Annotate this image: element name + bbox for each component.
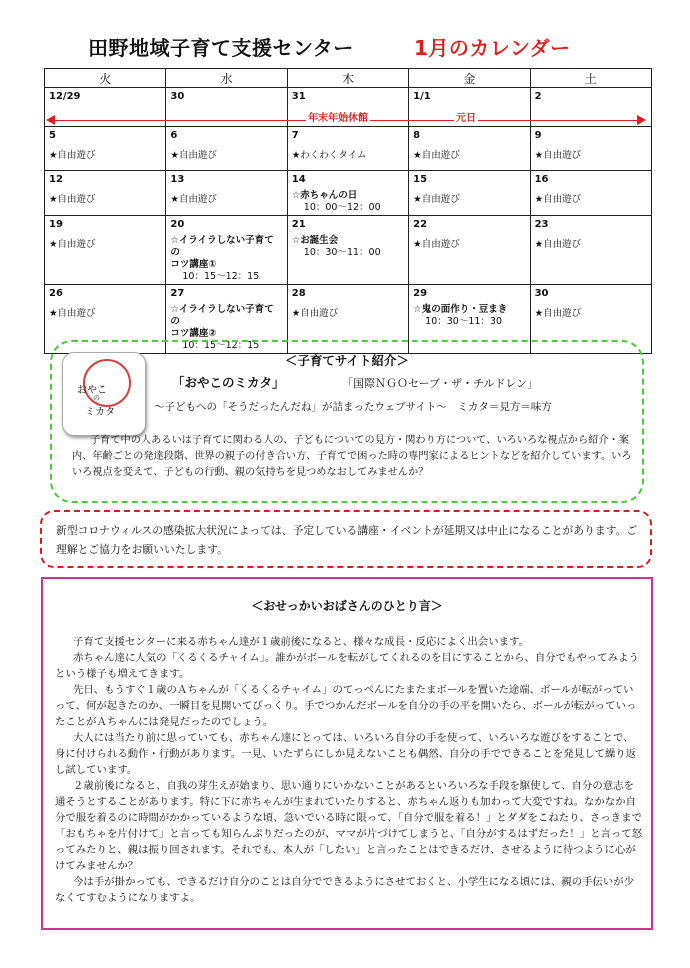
day-number: 1/1	[413, 91, 431, 102]
day-number: 5	[49, 130, 56, 141]
column-paragraph: ２歳前後になると、自我の芽生えが始まり、思い通りにいかないことがあるといろいろな手段を駆使して、自分の意志を通そうとすることがあります。特に下に赤ちゃんが生まれていたりすると、赤ちゃん返りも加わって大変ですね。なかなか自分で服を着るのに時間がかかっているような頃、急いでいる時に限って、「自分で服を着る！」とダダをこねたり、さっきまで「おもちゃを片付けて」と言っても知らんぷりだったのが、ママが片づけてしまうと、「自分がするはずだった！」と言って怒ってみたりと、親は振り回されます。それでも、本人が「したい」と言ったことはできるだけ、させるように待つように心がけてみませんか？	[55, 780, 643, 872]
calendar-cell	[287, 216, 408, 285]
column-box	[41, 577, 653, 930]
event-label: ☆赤ちゃんの日	[291, 190, 358, 201]
page-header	[88, 32, 648, 66]
calendar-week-row	[45, 127, 652, 171]
day-number: 30	[534, 288, 549, 299]
calendar-cell	[45, 127, 166, 171]
calendar-cell	[166, 216, 287, 285]
weekday-header: 火	[45, 69, 166, 88]
event-time: 10：30～11：30	[425, 316, 503, 327]
calendar-cell	[45, 171, 166, 216]
site-organization: 「国際ＮＧＯセーブ・ザ・チルドレン」	[342, 377, 539, 390]
column-paragraph: 今は手が掛かっても、できるだけ自分のことは自分でできるようにさせておくと、小学生になる頃には、親の手伝いが少なくてすむようになりますよ。	[55, 876, 635, 904]
event-label: ★自由遊び	[291, 308, 339, 319]
calendar-cell	[409, 216, 530, 285]
event-label: ☆お誕生会	[291, 235, 339, 246]
covid-notice-box	[40, 510, 652, 568]
column-paragraph: 先日、もうすぐ１歳のＡちゃんが「くるくるチャイム」のてっぺんにたまたまボールを置いた途端、ボールが転がっていって、何が起きたのか、一瞬目を見開いてびっくり。手でつかんだボールを自分の手の平を開いたら、ボールが転がっていったことがＡちゃんには発見だったのでしょう。	[55, 684, 637, 728]
closure-label: 年末年始休館	[306, 109, 370, 124]
day-number: 26	[49, 288, 63, 299]
day-number: 7	[291, 130, 299, 141]
calendar-cell	[530, 216, 651, 285]
day-number: 28	[291, 288, 306, 299]
arrow-right-icon	[637, 115, 646, 125]
event-time: 10：15～12：15	[182, 340, 260, 351]
event-label: ★自由遊び	[534, 194, 582, 205]
day-number: 2	[534, 91, 542, 102]
site-intro-box	[50, 340, 644, 503]
calendar-cell	[530, 127, 651, 171]
site-tagline: ～子どもへの「そうだったんだね」が詰まったウェブサイト～ ミカタ＝見方＝味方	[154, 401, 552, 413]
event-label: ★自由遊び	[49, 308, 96, 319]
day-number: 6	[170, 130, 178, 141]
calendar-cell	[166, 127, 287, 171]
event-label: ★自由遊び	[413, 239, 460, 250]
weekday-header-row	[45, 69, 652, 88]
event-label: ★自由遊び	[413, 150, 460, 161]
site-description: 子育て中の人あるいは子育てに関わる人の、子どもについての見方・関わり方について、いろいろな視点から紹介・案内、年齢ごとの発達段階、世界の親子の付き合い方、子育てで困った時の専門家によるヒントなどを紹介しています。いろいろ視点を変えて、子どもの行動、親の気持ちを見つめなおしてみませんか？	[72, 435, 632, 478]
event-label: ★自由遊び	[49, 194, 96, 205]
day-number: 20	[170, 219, 185, 230]
event-label: ★自由遊び	[534, 308, 582, 319]
event-time: 10：00～12：00	[303, 202, 381, 213]
event-label: ★自由遊び	[170, 194, 217, 205]
day-number: 14	[291, 174, 306, 185]
event-time: 10：15～12：15	[182, 271, 260, 282]
day-number: 31	[291, 91, 306, 102]
event-label: ★自由遊び	[534, 150, 582, 161]
weekday-header: 金	[409, 69, 530, 88]
column-paragraph: 赤ちゃん達に人気の「くるくるチャイム」。誰かがボールを転がしてくれるのを目にすることから、自分でもやってみようという様子も増えてきます。	[55, 652, 639, 680]
event-time: 10：30～11：00	[303, 247, 381, 258]
site-name: 「おやこのミカタ」	[172, 375, 285, 390]
calendar-title: 1月のカレンダー	[414, 36, 571, 60]
calendar-cell	[45, 216, 166, 285]
day-number: 27	[170, 288, 185, 299]
event-label: ★自由遊び	[49, 150, 96, 161]
newyear-label: 元日	[454, 109, 478, 124]
calendar-cell	[530, 171, 651, 216]
weekday-header: 木	[287, 69, 408, 88]
day-number: 22	[413, 219, 428, 230]
event-label: ★自由遊び	[49, 239, 96, 250]
calendar-cell	[409, 127, 530, 171]
event-label: ★自由遊び	[413, 194, 460, 205]
notice-text: 新型コロナウィルスの感染拡大状況によっては、予定している講座・イベントが延期又は中止になることがあります。ご理解とご協力をお願いいたします。	[56, 524, 638, 556]
column-body	[55, 634, 643, 906]
event-label: ★自由遊び	[534, 239, 582, 250]
event-label: ☆鬼の面作り・豆まき	[413, 304, 508, 315]
weekday-header: 水	[166, 69, 287, 88]
arrow-left-icon	[46, 115, 55, 125]
column-paragraph: 子育て支援センターに来る赤ちゃん達が１歳前後になると、様々な成長・反応によく出会います。	[73, 636, 529, 648]
logo-text: おやこ	[77, 385, 107, 396]
day-number: 23	[534, 219, 549, 230]
day-number: 13	[170, 174, 185, 185]
day-number: 9	[534, 130, 542, 141]
calendar-cell	[287, 171, 408, 216]
event-label: ☆イライラしない子育ての コツ講座①	[170, 235, 274, 270]
event-label: ☆イライラしない子育ての コツ講座②	[170, 304, 274, 339]
event-label: ★わくわくタイム	[291, 150, 367, 161]
event-label: ★自由遊び	[170, 150, 217, 161]
day-number: 21	[291, 219, 306, 230]
day-number: 12/29	[49, 91, 81, 102]
calendar-cell	[166, 171, 287, 216]
holiday-closure-arrow	[46, 113, 646, 126]
column-paragraph: 大人には当たり前に思っていても、赤ちゃん達にとっては、いろいろ自分の手を使って、いろいろな遊びをすることで、身に付けられる動作・行動があります。一見、いたずらにしか見えないことも偶然、自分の手でできることを発見して繰り返し試しています。	[55, 732, 637, 776]
day-number: 29	[413, 288, 428, 299]
day-number: 30	[170, 91, 185, 102]
site-intro-heading: ＜子育てサイト紹介＞	[284, 353, 410, 368]
weekday-header: 土	[530, 69, 651, 88]
calendar-cell	[409, 171, 530, 216]
day-number: 12	[49, 174, 63, 185]
day-number: 16	[534, 174, 549, 185]
day-number: 8	[413, 130, 421, 141]
column-title: ＜おせっかいおばさんのひとり言＞	[251, 599, 443, 613]
day-number: 15	[413, 174, 428, 185]
calendar-cell	[287, 127, 408, 171]
calendar-week-row	[45, 216, 652, 285]
logo-text: ミカタ	[85, 407, 115, 418]
calendar-week-row	[45, 171, 652, 216]
day-number: 19	[49, 219, 63, 230]
logo-text: の	[93, 394, 100, 402]
center-title: 田野地域子育て支援センター	[88, 36, 354, 60]
